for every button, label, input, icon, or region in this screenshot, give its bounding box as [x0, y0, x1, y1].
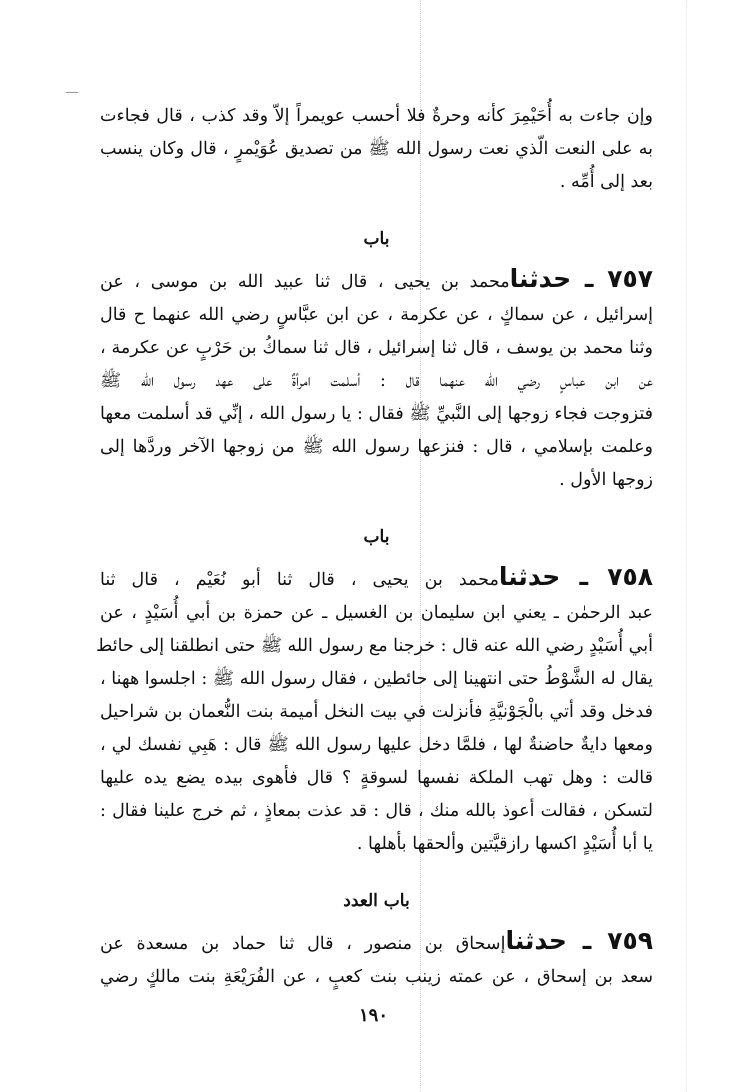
- text-line: زوجها الأول .: [559, 470, 653, 490]
- text-line: عن ابن عباسٍ رضي الله عنهما قال : أسلمت امرأةٌ على عهد رسول الله ﷺ: [100, 371, 653, 391]
- text-line: فتزوجت فجاء زوجها إلى النَّبيِّ ﷺ فقال : يا رسول الله ، إنِّي قد أسلمت معها: [100, 404, 653, 424]
- section-heading: باب العدد: [343, 891, 410, 911]
- text-line: وإن جاءت به أُحَيْمِرَ كأنه وحرةٌ فلا أحسب عويمراً إلاّ وقد كذب ، قال فجاءت: [100, 106, 653, 126]
- text-line: يقال له الشَّوْطُ حتى انتهينا إلى حائطين ، فقال رسول الله ﷺ : اجلسوا ههنا ،: [100, 669, 653, 689]
- hadith-first-line: [100, 259, 653, 299]
- text-line: عبد الرحمٰن ـ يعني ابن سليمان بن الغسيل ـ عن حمزة بن أبي أُسَيْدٍ ، عن: [100, 603, 653, 623]
- page-edge-line: [686, 0, 687, 1092]
- section-heading: باب: [363, 229, 390, 249]
- text-line: سعد بن إسحاق ، عن عمته زينب بنت كعبٍ ، عن الفُرَيْعَةِ بنت مالكٍ رضي: [100, 967, 653, 987]
- text-body: [96, 100, 654, 994]
- text-line: أبي أُسَيْدٍ رضي الله عنه قال : خرجنا مع رسول الله ﷺ حتى انطلقنا إلى حائط: [96, 636, 653, 656]
- hadith-opening: محمد بن يحيى ، قال ثنا أبو نُعَيْم ، قال ثنا: [100, 570, 499, 590]
- text-line: لتسكن ، فقالت أعوذ بالله منك ، قال : قد عذت بمعاذٍ ، ثم خرج علينا فقال :: [100, 801, 653, 821]
- hadith-first-line: [100, 557, 653, 597]
- hadith-opening: إسحاق بن منصور ، قال ثنا حماد بن مسعدة عن: [100, 934, 506, 954]
- text-line: بعد إلى أُمِّه .: [559, 172, 653, 192]
- text-line: قالت : وهل تهب الملكة نفسها لسوقةٍ ؟ قال فأهوى بيده يضع يده عليها: [100, 768, 653, 788]
- text-line: يا أبا أُسَيْدٍ اكسها رازقيَّتين وألحقها بأهلها .: [356, 834, 653, 854]
- intro-paragraph: [100, 100, 653, 199]
- hadith-opening: محمد بن يحيى ، قال ثنا عبيد الله بن موسى ، عن: [100, 272, 510, 292]
- hadith-number: ٧٥٩ ـ حدثنا: [505, 926, 654, 955]
- hadith-759: [100, 881, 653, 994]
- section-heading: باب: [363, 527, 390, 547]
- hadith-number: ٧٥٨ ـ حدثنا: [498, 562, 653, 591]
- text-line: فدخل وقد أتي بالْجَوْنيَّةِ فأنزلت في بيت النخل أميمة بنت النُّعمان بن شراحيل: [100, 702, 653, 722]
- hadith-758: [96, 517, 653, 861]
- text-line: به على النعت الّذي نعت رسول الله ﷺ من تصديق عُوَيْمرٍ ، قال وكان ينسب: [100, 139, 653, 159]
- text-line: وعلمت بإسلامي ، قال : فنزعها رسول الله ﷺ من زوجها الآخر وردَّها إلى: [100, 437, 653, 457]
- margin-mark: [66, 92, 78, 93]
- hadith-first-line: [100, 921, 653, 961]
- hadith-757: [100, 219, 653, 497]
- text-line: إسرائيل ، عن سماكٍ ، عن عكرمة ، عن ابن عبَّاسٍ رضي الله عنهما ح قال: [100, 305, 653, 325]
- hadith-number: ٧٥٧ ـ حدثنا: [509, 264, 654, 293]
- text-line: وثنا محمد بن يوسف ، قال ثنا إسرائيل ، قال ثنا سماكُ بن حَرْبٍ عن عكرمة ،: [100, 338, 653, 358]
- text-line: ومعها دايةٌ حاضنةٌ لها ، فلمَّا دخل عليها رسول الله ﷺ قال : هَبِي نفسك لي ،: [100, 735, 653, 755]
- page-number: ١٩٠: [358, 1005, 388, 1026]
